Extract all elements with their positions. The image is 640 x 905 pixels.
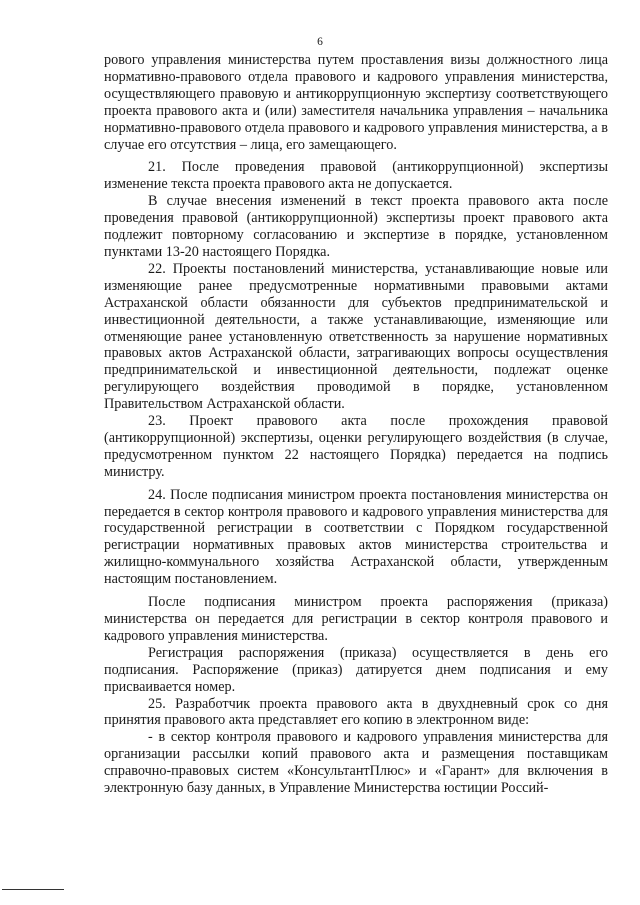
paragraph-25-item: - в сектор контроля правового и кадрового управления министерства для организации рассылки копий правового акта и размещения поставщикам справочно-правовых систем «КонсультантПлюс» и «Гарант» для включения в электронную базу данных, в Управление Министерства юстиции Россий-	[104, 729, 608, 797]
paragraph-21-amendments: В случае внесения изменений в текст проекта правового акта после проведения правовой (антикоррупционной) экспертизы проект правового акта подлежит повторному согласованию и экспертизе в порядке, установленном пунктами 13-20 настоящего Порядка.	[104, 193, 608, 260]
page-number: 6	[317, 36, 323, 48]
paragraph-21: 21. После проведения правовой (антикоррупционной) экспертизы изменение текста проекта правового акта не допускается.	[104, 159, 608, 193]
paragraph-24: 24. После подписания министром проекта постановления министерства он передается в сектор контроля правового и кадрового управления министерства для государственной регистрации в соответствии с Порядком государственной регистрации нормативных правовых актов министерства строительства и жилищно-коммунального хозяйства Астраханской области, утвержденным настоящим постановлением.	[104, 486, 608, 588]
paragraph-24-order: После подписания министром проекта распоряжения (приказа) министерства он передается для регистрации в сектор контроля правового и кадрового управления министерства.	[104, 594, 608, 644]
paragraph-23: 23. Проект правового акта после прохождения правовой (антикоррупционной) экспертизы, оценки регулирующего воздействия (в случае, предусмотренном пунктом 22 настоящего Порядка) передается на подпись министру.	[104, 413, 608, 480]
paragraph-continuation: рового управления министерства путем проставления визы должностного лица нормативно-правового отдела правового и кадрового управления министерства, осуществляющего правовую и антикоррупционную экспертизу соответствующего проекта правового акта и (или) заместителя начальника управления – начальника нормативно-правового отдела правового и кадрового управления министерства, а в случае его отсутствия – лица, его замещающего.	[104, 52, 608, 153]
paragraph-25: 25. Разработчик проекта правового акта в двухдневный срок со дня принятия правового акта представляет его копию в электронном виде:	[104, 695, 608, 729]
document-body	[104, 52, 608, 797]
paragraph-22: 22. Проекты постановлений министерства, устанавливающие новые или изменяющие ранее предусмотренные нормативными правовыми актами Астраханской области обязанности для субъектов предпринимательской и инвестиционной деятельности, а также устанавливающие, изменяющие или отменяющие ранее установленную ответственность за нарушение нормативных правовых актов Астраханской области, затрагивающих вопросы осуществления предпринимательской и инвестиционной деятельности, подлежат оценке регулирующего воздействия проводимой в порядке, установленном Правительством Астраханской области.	[104, 260, 608, 413]
paragraph-24-registration: Регистрация распоряжения (приказа) осуществляется в день его подписания. Распоряжение (приказ) датируется днем подписания и ему присваивается номер.	[104, 644, 608, 695]
footnote-rule	[2, 889, 64, 890]
